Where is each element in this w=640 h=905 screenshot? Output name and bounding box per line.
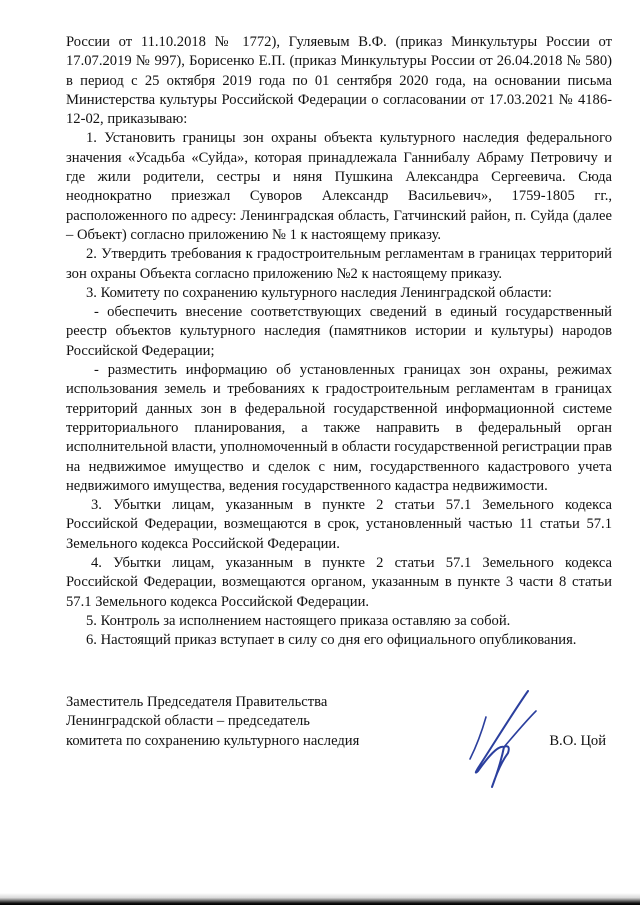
order-item-effective-date: 6. Настоящий приказ вступает в силу со дня его официального опубликования. xyxy=(86,632,577,649)
order-item-control: 5. Контроль за исполнением настоящего приказа оставляю за собой. xyxy=(86,612,511,629)
order-item-3: 3. Комитету по сохранению культурного наследия Ленинградской области: xyxy=(86,284,552,301)
signer-name: В.О. Цой xyxy=(549,732,606,749)
order-item-1: 1. Установить границы зон охраны объекта культурного наследия федерального значения «Усадьба «Суйда», которая принадлежала Ганнибалу Абраму Петровичу и где жили родители, сестры и няня Пушкина Александра Сергеевича. Сюда неоднократно приезжал Суворов Александр Васильевич», 1759-1805 гг., расположенного по адресу: Ленинградская область, Гатчинский район, п. Суйда (далее – Объект) согласно приложению № 1 к настоящему приказу. xyxy=(66,130,612,243)
order-item-losses-authority: 4. Убытки лицам, указанным в пункте 2 статьи 57.1 Земельного кодекса Российской Федерации, возмещаются органом, указанным в пункте 3 части 8 статьи 57.1 Земельного кодекса Российской Федерации. xyxy=(66,555,612,610)
document-body xyxy=(66,33,612,651)
signer-title-line-3: комитета по сохранению культурного наследия xyxy=(66,732,360,749)
order-item-3-subitem-publication: - разместить информацию об установленных границах зон охраны, режимах использования земель и требованиях к градостроительным регламентам в границах территорий данных зон в федеральной государственной информационной системе территориального планирования, а также направить в федеральный орган исполнительной власти, уполномоченный в области государственной регистрации прав на недвижимое имущество и сделок с ним, государственного кадастрового учета недвижимого имущества, ведения государственного кадастра недвижимости. xyxy=(66,362,612,494)
signer-title-line-2: Ленинградской области – председатель xyxy=(66,713,310,730)
scan-bottom-edge xyxy=(0,893,640,905)
signer-title-line-1: Заместитель Председателя Правительства xyxy=(66,694,328,710)
order-item-2: 2. Утвердить требования к градостроительным регламентам в границах территорий зон охраны Объекта согласно приложению №2 к настоящему приказу. xyxy=(66,246,612,282)
order-item-losses-term: 3. Убытки лицам, указанным в пункте 2 статьи 57.1 Земельного кодекса Российской Федерации, возмещаются в срок, установленный частью 11 статьи 57.1 Земельного кодекса Российской Федерации. xyxy=(66,497,612,552)
intro-paragraph: России от 11.10.2018 № 1772), Гуляевым В.Ф. (приказ Минкультуры России от 17.07.2019 № 997), Борисенко Е.П. (приказ Минкультуры России от 26.04.2018 № 580) в период с 25 октября 2019 года по 01 сентября 2020 года, на основании письма Министерства культуры Российской Федерации о согласовании от 17.03.2021 № 4186-12-02, приказываю: xyxy=(66,34,612,128)
handwritten-signature-icon xyxy=(458,687,544,791)
order-item-3-subitem-registry: - обеспечить внесение соответствующих сведений в единый государственный реестр объектов культурного наследия (памятников истории и культуры) народов Российской Федерации; xyxy=(66,304,612,359)
